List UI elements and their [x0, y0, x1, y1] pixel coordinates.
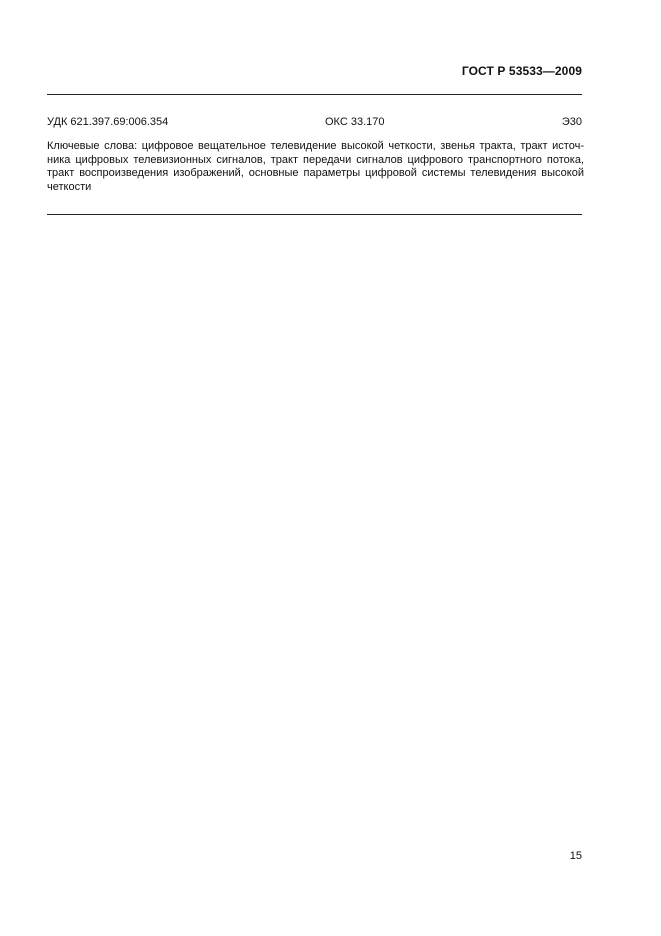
udk-code: УДК 621.397.69:006.354: [47, 116, 169, 128]
keywords-line: четкости: [47, 180, 92, 193]
keywords-line: тракт воспроизведения изображений, основные параметры цифровой системы телевидения высокой: [47, 167, 584, 179]
bottom-divider: [47, 214, 582, 215]
document-code: ГОСТ Р 53533—2009: [461, 64, 582, 78]
classification-row: [47, 116, 582, 130]
keywords-paragraph: [47, 140, 584, 194]
keywords-line: Ключевые слова: цифровое вещательное телевидение высокой четкости, звенья тракта, тракт источ-: [47, 140, 584, 152]
group-code: Э30: [561, 116, 582, 128]
keywords-line: ника цифровых телевизионных сигналов, тракт передачи сигналов цифрового транспортного потока,: [47, 153, 584, 166]
page-number: 15: [569, 850, 582, 862]
oks-code: ОКС 33.170: [325, 116, 385, 128]
top-divider: [47, 94, 582, 95]
